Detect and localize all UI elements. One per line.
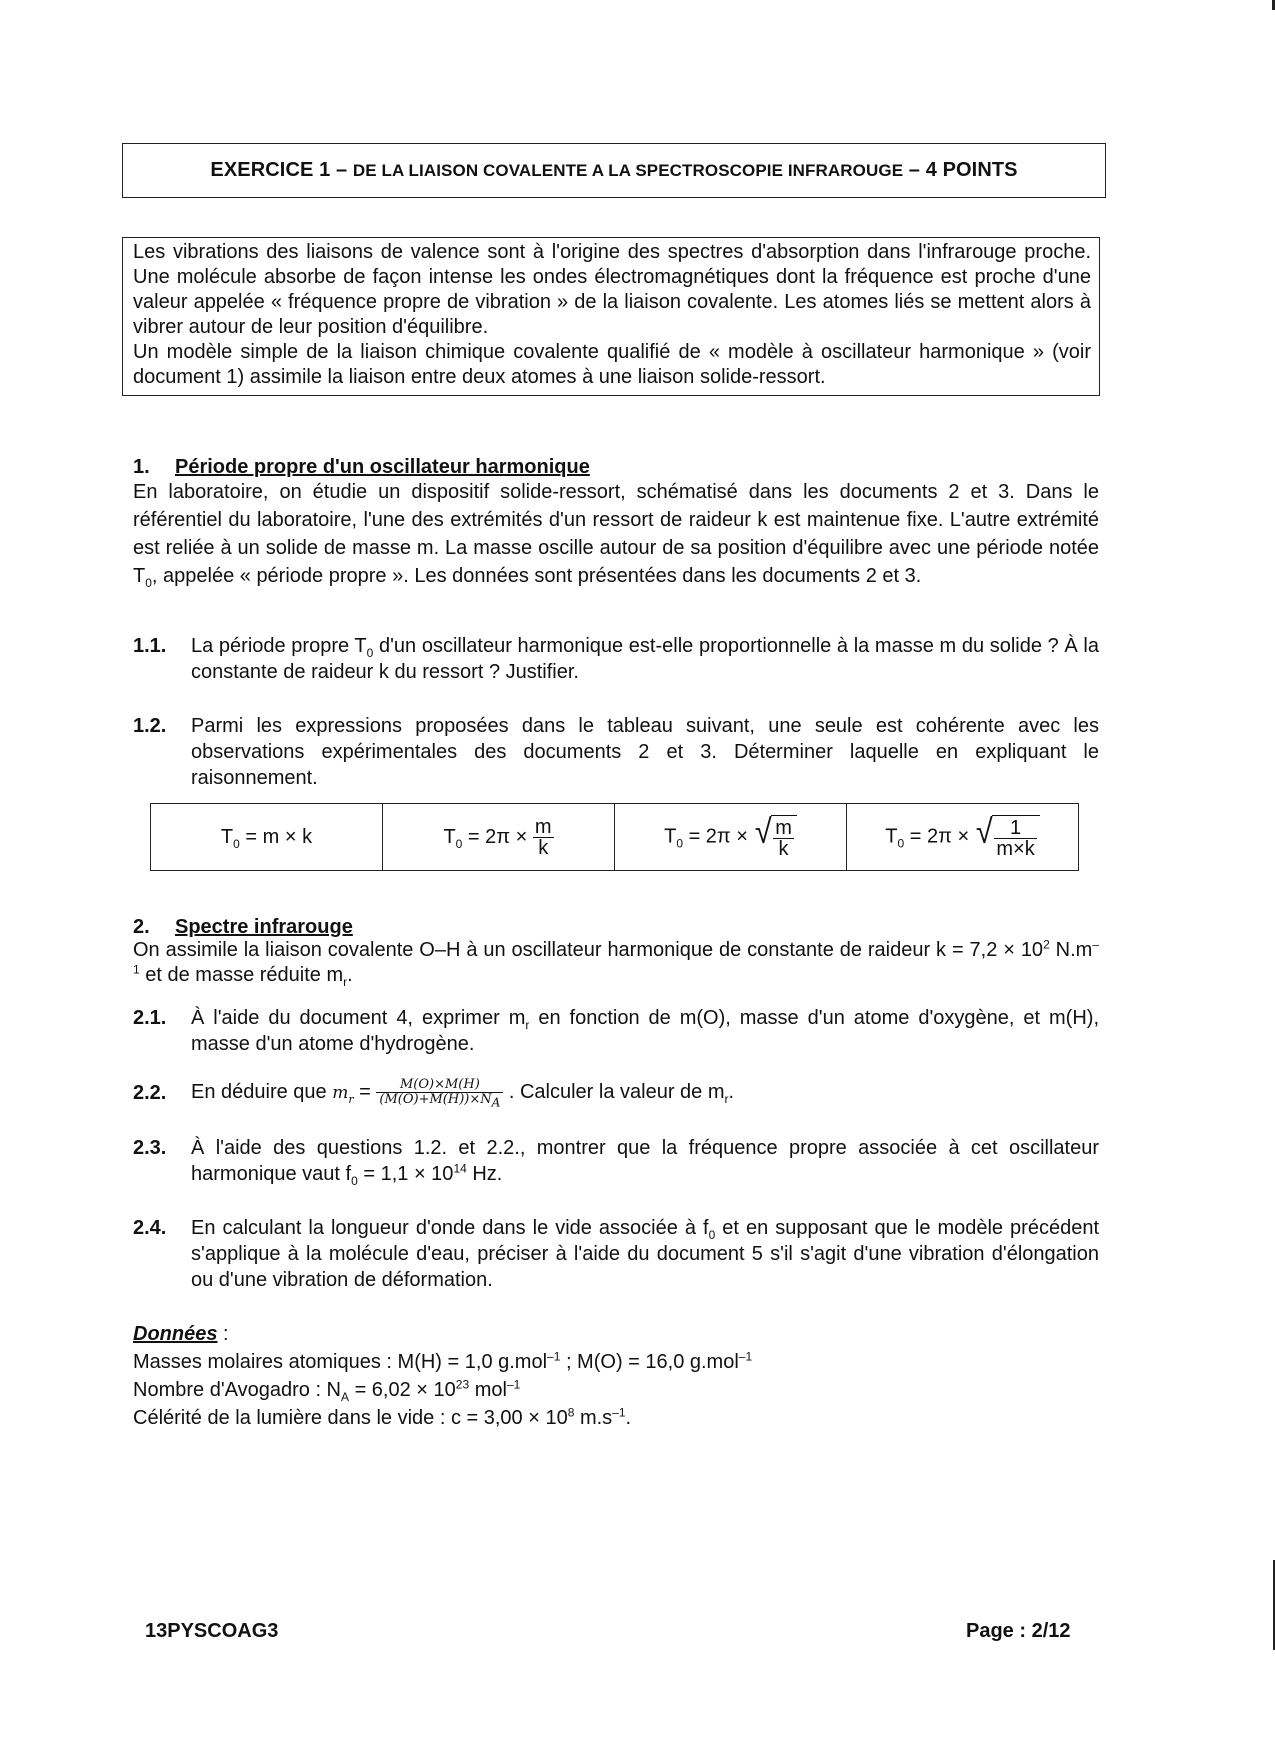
fraction-m-over-k: $\frac{m}{k}$: [534, 815, 552, 859]
expression-cell-2: $T_0 = 2\pi$ × $\frac{m}{k}$: [383, 804, 615, 871]
intro-paragraph-1: Les vibrations des liaisons de valence sont à l'origine des spectres d'absorption dans l'infrarouge proche. Une molécule absorbe de façon intense les ondes électromagnétiques dont la fréquence est proche d'une valeur appelée « fréquence propre de vibration » de la liaison covalente. Les atomes liés se mettent alors à vibrer autour de leur position d'équilibre.: [133, 241, 1091, 338]
expression-cell-3: $T_0 = 2\pi$ × √ $\frac{m}{k}$: [615, 804, 847, 871]
section-2-title: Spectre infrarouge: [175, 916, 353, 938]
section-1-heading: 1. Période propre d'un oscillateur harmonique: [133, 456, 590, 478]
question-2-3: 2.3. À l'aide des questions 1.2. et 2.2., montrer que la fréquence propre associée à cet oscillateur harmonique vaut $f_0 = 1,1 \times 10^{14}$ Hz.: [133, 1137, 1099, 1188]
question-2-1: 2.1. À l'aide du document 4, exprimer $m_r$ en fonction de m(O), masse d'un atome d'oxygène, et m(H), masse d'un atome d'hydrogène.: [133, 1007, 1099, 1055]
section-2-heading: 2. Spectre infrarouge: [133, 916, 353, 938]
intro-paragraph-2: Un modèle simple de la liaison chimique covalente qualifié de « modèle à oscillateur harmonique » (voir document 1) assimile la liaison entre deux atomes à une liaison solide-ressort.: [133, 341, 1091, 388]
section-1-title: Période propre d'un oscillateur harmonique: [175, 456, 590, 478]
expressions-table: [150, 803, 1079, 871]
square-root-symbol: √ $\frac{1}{m\times k}$: [975, 815, 1040, 859]
data-section: [133, 1320, 1099, 1432]
question-2-4: 2.4. En calculant la longueur d'onde dans le vide associée à $f_0$ et en supposant que le modèle précédent s'applique à la molécule d'eau, préciser à l'aide du document 5 s'il s'agit d'une vibration d'élongation ou d'une vibration de déformation.: [133, 1217, 1100, 1291]
expression-cell-4: $T_0 = 2\pi$ × √ $\frac{1}{m\times k}$: [847, 804, 1079, 871]
data-heading: Données :: [133, 1323, 229, 1345]
question-1-2: 1.2. Parmi les expressions proposées dans le tableau suivant, une seule est cohérente avec les observations expérimentales des documents 2 et 3. Déterminer laquelle en expliquant le raisonnement.: [133, 715, 1099, 789]
document-code: 13PYSCOAG3: [145, 1620, 279, 1642]
question-1-1: 1.1. La période propre $T_0$ d'un oscillateur harmonique est-elle proportionnelle à la masse m du solide ? À la constante de raideur k du ressort ? Justifier.: [133, 635, 1099, 683]
intro-box: [122, 237, 1100, 396]
expression-cell-1: $T_0 = m \times k$: [151, 804, 383, 871]
section-1-text: En laboratoire, on étudie un dispositif solide-ressort, schématisé dans les documents 2 et 3. Dans le référentiel du laboratoire, l'une des extrémités d'un ressort de raideur k est maintenue fixe. L'autre extrémité est reliée à un solide de masse m. La masse oscille autour de sa position d'équilibre avec une période notée $T_0$, appelée « période propre ». Les données sont présentées dans les documents 2 et 3.: [133, 481, 1099, 590]
data-line-light-speed: Célérité de la lumière dans le vide : $c = 3,00 \times 10^8$ $m.s^{-1}$.: [133, 1405, 632, 1429]
exercise-title-box: [122, 143, 1106, 198]
data-line-avogadro: Nombre d'Avogadro : $N_A = 6,02 \times 10^{23}$ mol$^{-1}$: [133, 1377, 521, 1404]
page-number: Page : 2/12: [966, 1620, 1071, 1642]
data-line-molar-masses: Masses molaires atomiques : M(H) = 1,0 g.mol$^{-1}$ ; M(O) = 16,0 g.mol$^{-1}$: [133, 1349, 753, 1373]
square-root-symbol: √ $\frac{m}{k}$: [754, 815, 797, 859]
reduced-mass-fraction: $\frac{M(O)\times M(H)}{(M(O)+M(H))\times N_A}$: [376, 1078, 503, 1108]
section-2-text: On assimile la liaison covalente O–H à un oscillateur harmonique de constante de raideur $k = 7,2 \times 10^2$ $N.m^{-1}$ et de masse réduite $m_r$.: [133, 937, 1099, 989]
exercise-title: EXERCICE 1 – DE LA LIAISON COVALENTE A LA SPECTROSCOPIE INFRAROUGE – 4 POINTS: [210, 159, 1018, 181]
question-2-2: 2.2. En déduire que $m_r$ = $\frac{M(O)\times M(H)}{(M(O)+M(H))\times N_A}$ . Calculer la valeur de $m_r$.: [133, 1077, 735, 1110]
